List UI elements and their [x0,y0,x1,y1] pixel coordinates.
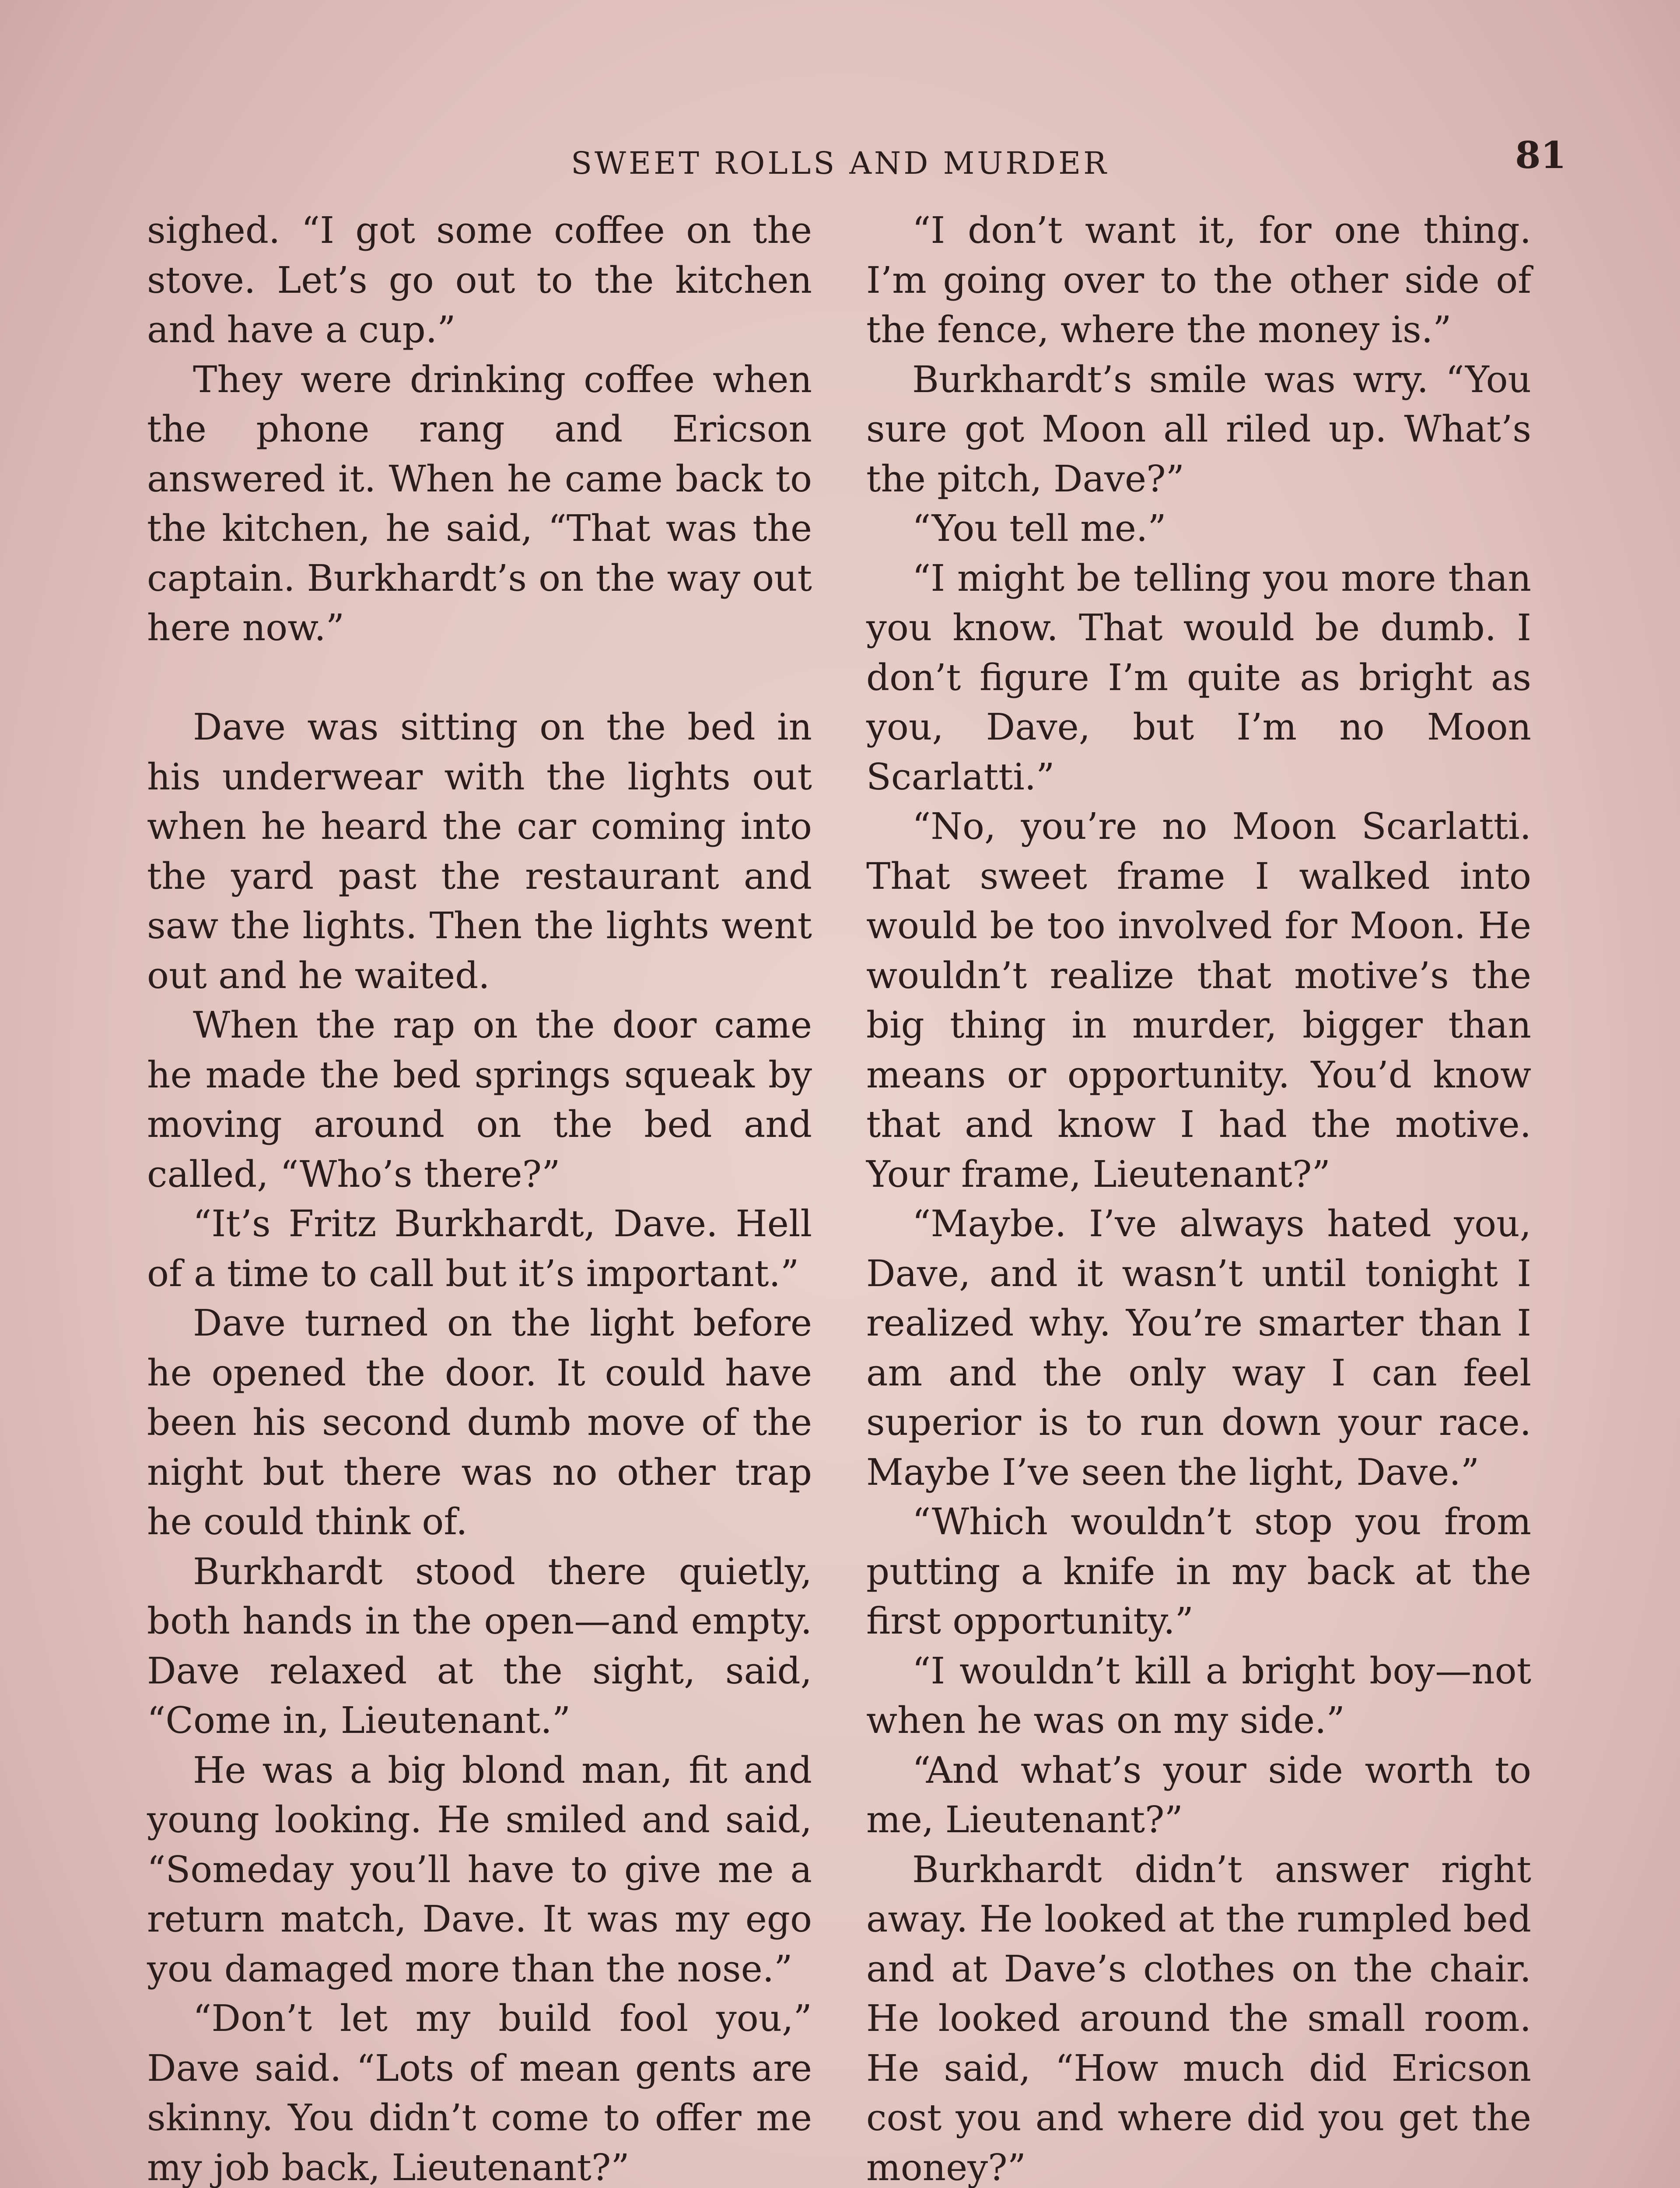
paragraph: Burkhardt didn’t answer right away. He looked at the rumpled bed and at Dave’s clothes on the chair. He looked around the small room. He said, “How much did Ericson cost you and where did you get the money?” [866,1848,1531,2188]
right-text-column [866,206,1531,2188]
paragraph: “I don’t want it, for one thing. I’m going over to the other side of the fence, where the money is.” [866,209,1531,351]
page-header [0,133,1680,187]
paragraph: “Don’t let my build fool you,” Dave said. “Lots of mean gents are skinny. You didn’t come to offer me my job back, Lieutenant?” [147,1997,812,2188]
paragraph: “And what’s your side worth to me, Lieutenant?” [866,1749,1531,1841]
paragraph: Dave was sitting on the bed in his underwear with the lights out when he heard the car coming into the yard past the restaurant and saw the lights. Then the lights went out and he waited. [147,706,812,997]
paragraph: They were drinking coffee when the phone rang and Ericson answered it. When he came back to the kitchen, he said, “That was the captain. Burkhardt’s on the way out here now.” [147,358,812,649]
paragraph: “I might be telling you more than you know. That would be dumb. I don’t figure I’m quite as bright as you, Dave, but I’m no Moon Scarlatti.” [866,557,1531,798]
paragraph: “No, you’re no Moon Scarlatti. That sweet frame I walked into would be too involved for Moon. He wouldn’t realize that motive’s the big thing in murder, bigger than means or opportunity. You’d know that and know I had the motive. Your frame, Lieutenant?” [866,805,1531,1196]
paragraph: “I wouldn’t kill a bright boy—not when he was on my side.” [866,1649,1531,1742]
paragraph: Burkhardt’s smile was wry. “You sure got Moon all riled up. What’s the pitch, Dave?” [866,358,1531,500]
paragraph: sighed. “I got some coffee on the stove. Let’s go out to the kitchen and have a cup.” [147,209,812,351]
paragraph: “Maybe. I’ve always hated you, Dave, and it wasn’t until tonight I realized why. You’re smarter than I am and the only way I can feel superior is to run down your race. Maybe I’ve seen the light, Dave.” [866,1203,1531,1494]
paragraph: Burkhardt stood there quietly, both hands in the open—and empty. Dave relaxed at the sight, said, “Come in, Lieutenant.” [147,1550,812,1742]
running-head: SWEET ROLLS AND MURDER [571,145,1109,181]
paragraph: “Which wouldn’t stop you from putting a knife in my back at the first opportunity.” [866,1501,1531,1642]
paragraph: When the rap on the door came he made the bed springs squeak by moving around on the bed and called, “Who’s there?” [147,1004,812,1196]
left-text-column [147,206,812,2188]
paragraph: Dave turned on the light before he opened the door. It could have been his second dumb move of the night but there was no other trap he could think of. [147,1302,812,1543]
paragraph: “It’s Fritz Burkhardt, Dave. Hell of a time to call but it’s important.” [147,1203,812,1295]
paragraph: He was a big blond man, fit and young looking. He smiled and said, “Someday you’ll have to give me a return match, Dave. It was my ego you damaged more than the nose.” [147,1749,812,1990]
paragraph: “You tell me.” [912,507,1166,550]
page-number: 81 [1515,133,1566,177]
